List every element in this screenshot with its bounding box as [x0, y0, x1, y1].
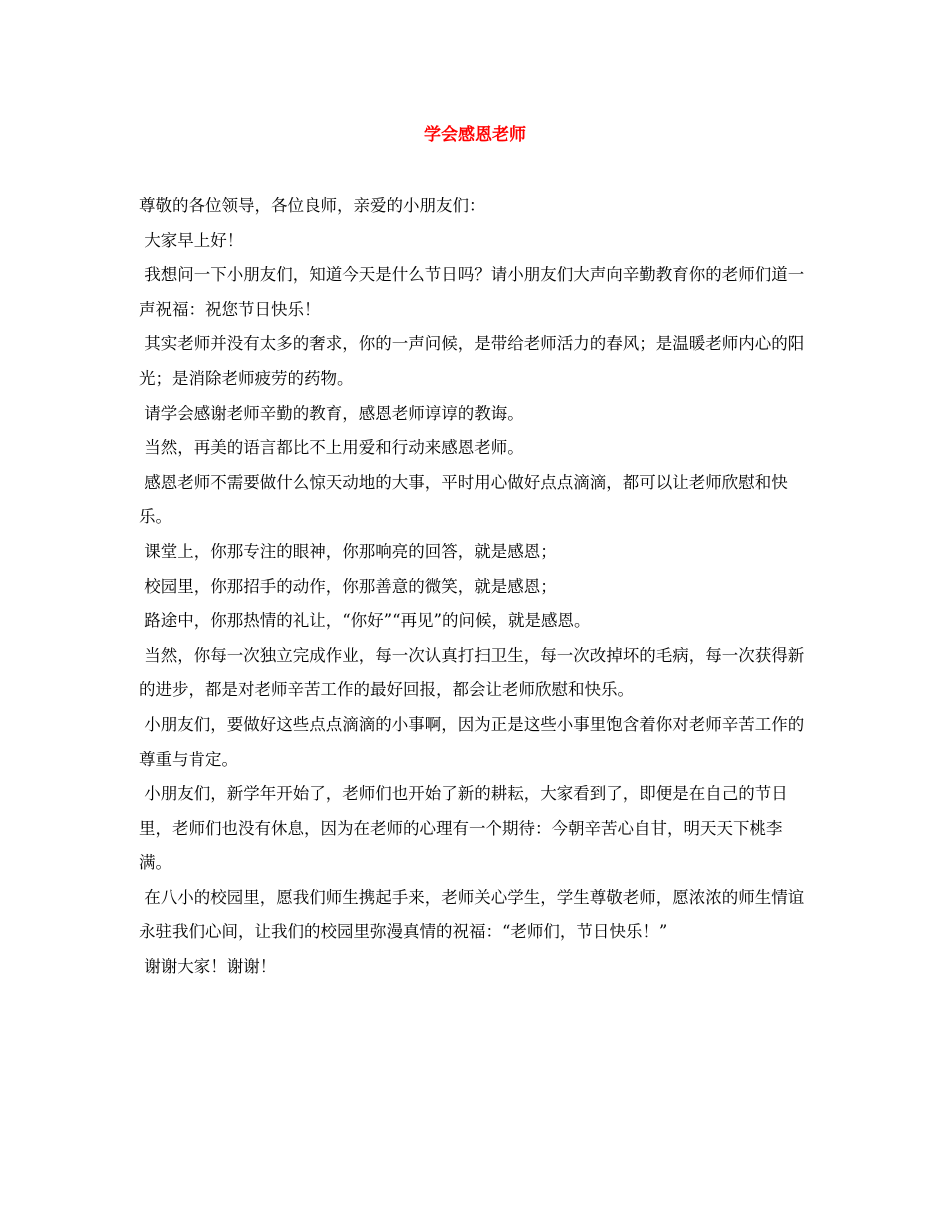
document-body [139, 189, 815, 985]
paragraph: 其实老师并没有太多的奢求，你的一声问候，是带给老师活力的春风；是温暖老师内心的阳光；是消除老师疲劳的药物。 [139, 334, 805, 388]
paragraph: 在八小的校园里，愿我们师生携起手来，老师关心学生，学生尊敬老师，愿浓浓的师生情谊永驻我们心间，让我们的校园里弥漫真情的祝福：“老师们，节日快乐！” [139, 887, 805, 942]
document-title: 学会感恩老师 [424, 125, 526, 145]
paragraph: 小朋友们，新学年开始了，老师们也开始了新的耕耘，大家看到了，即便是在自己的节日里，老师们也没有休息，因为在老师的心理有一个期待：今朝辛苦心自甘，明天天下桃李满。 [139, 784, 788, 873]
paragraph-salutation: 尊敬的各位领导，各位良师，亲爱的小朋友们： [139, 196, 486, 215]
paragraph-greeting: 大家早上好！ [139, 230, 244, 250]
paragraph-closing: 谢谢大家！谢谢！ [139, 957, 277, 977]
paragraph: 路途中，你那热情的礼让，“你好”“再见”的问候，就是感恩。 [139, 611, 591, 631]
paragraph: 当然，你每一次独立完成作业，每一次认真打扫卫生，每一次改掉坏的毛病，每一次获得新的进步，都是对老师辛苦工作的最好回报，都会让老师欣慰和快乐。 [139, 645, 805, 700]
paragraph: 课堂上，你那专注的眼神，你那响亮的回答，就是感恩； [139, 541, 557, 561]
paragraph: 校园里，你那招手的动作，你那善意的微笑，就是感恩； [139, 576, 557, 596]
paragraph: 感恩老师不需要做什么惊天动地的大事，平时用心做好点点滴滴，都可以让老师欣慰和快乐。 [139, 472, 788, 527]
paragraph: 请学会感谢老师辛勤的教育，感恩老师谆谆的教诲。 [139, 403, 524, 423]
paragraph: 当然，再美的语言都比不上用爱和行动来感恩老师。 [139, 438, 524, 458]
paragraph: 小朋友们，要做好这些点点滴滴的小事啊，因为正是这些小事里饱含着你对老师辛苦工作的尊重与肯定。 [139, 714, 805, 769]
paragraph: 我想问一下小朋友们，知道今天是什么节日吗？请小朋友们大声向辛勤教育你的老师们道一声祝福：祝您节日快乐！ [139, 265, 805, 319]
